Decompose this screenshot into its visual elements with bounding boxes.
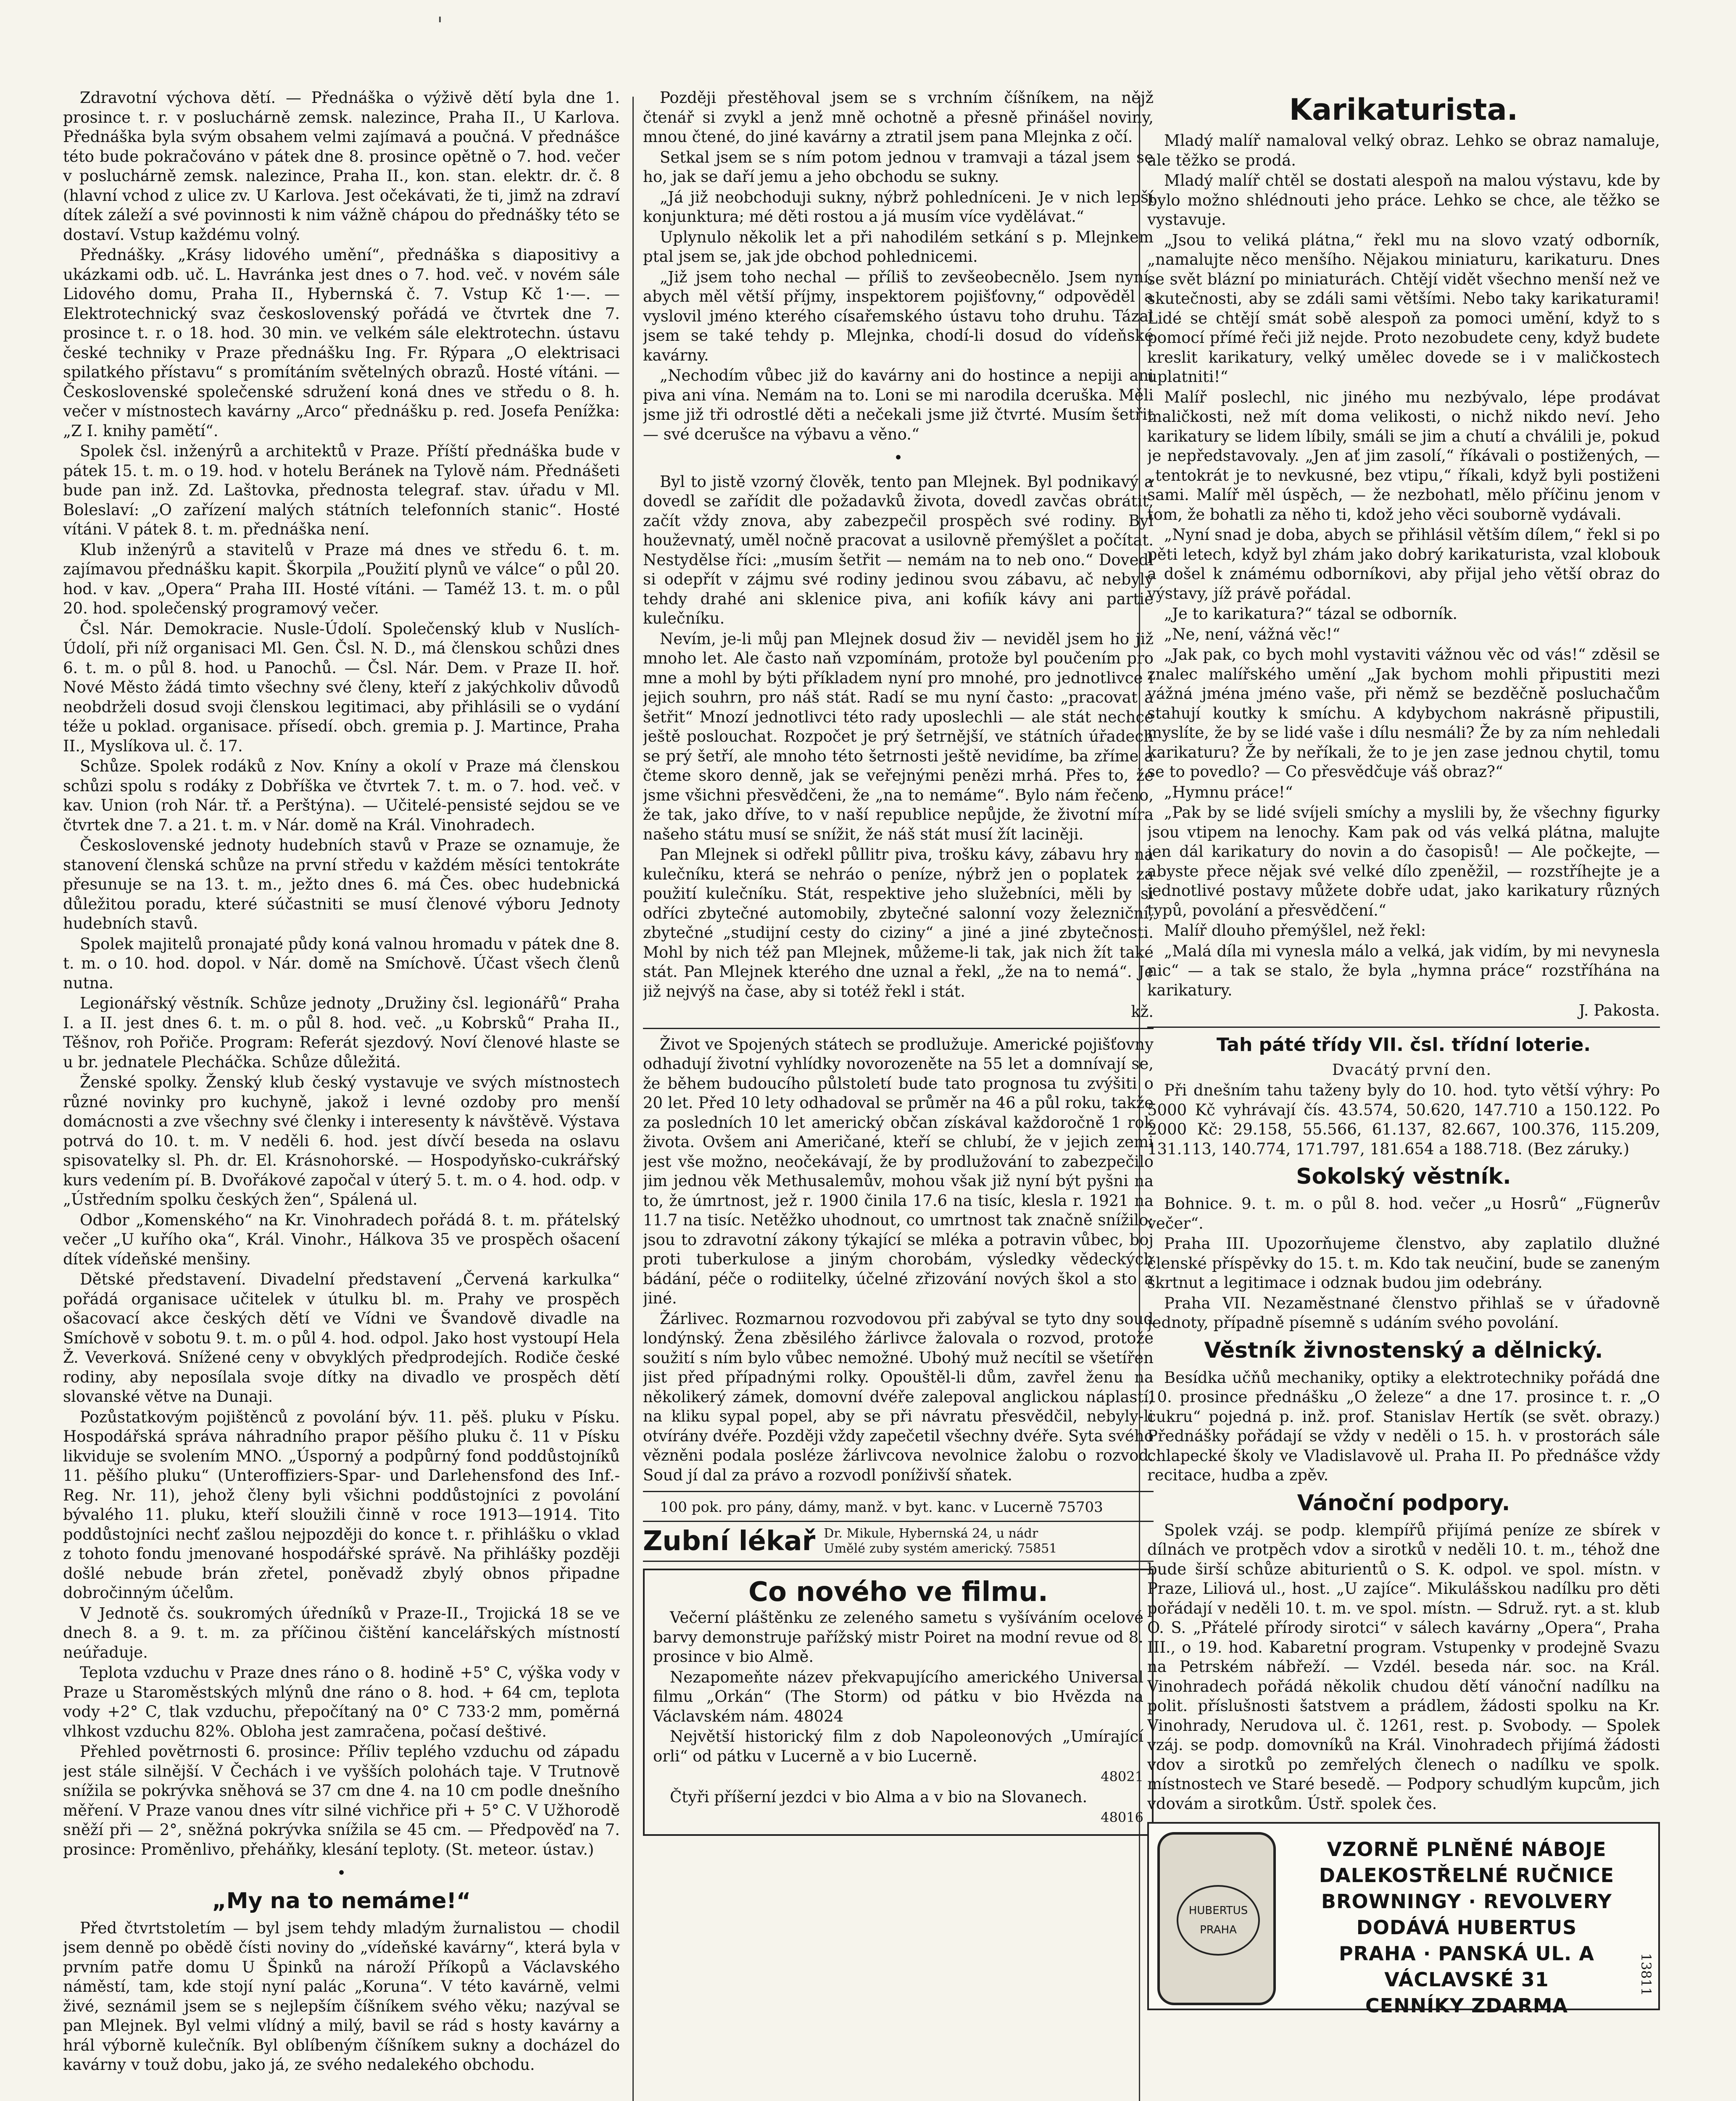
separator-star: • (893, 449, 903, 467)
ad-film-3: Největší historický film z dob Napoleonových „Umírající orli“ od pátku v Lucerně a v bio Lucerně. (653, 1727, 1143, 1765)
article-karik-7: „Ne, není, vážná věc!“ (1164, 625, 1341, 643)
article-mlejnek-6: „Již jsem toho nechal — příliš to zevšeobecnělo. Jsem nyní, abych měl větší příjmy, inspektorem pojišťovny,“ odpověděl a vyslovil jméno kterého císařemského ústavu toho druhu. Tázal jsem se také tehdy p. Mlejnka, chodí-li dosud do vídeňské kavárny. (643, 268, 1154, 364)
article-hudebni-stavy: Československé jednoty hudebních stavů v Praze se oznamuje, že stanovení členská schůze na první středu v každém měsíci tentokráte přesunuje se na 13. t. m., ježto dnes 6. má Čes. obec hudebnická důležitou poradu, které súčastniti se musí členové výboru Jednoty hudebních stavů. (63, 836, 620, 932)
ad-hubertus-code: 13811 (1638, 1953, 1654, 1996)
article-klub-inzenyru: Klub inženýrů a stavitelů v Praze má dnes ve středu 6. t. m. zajímavou přednášku kapit. Škorpila „Použití plynů ve válce“ o půl 20. hod. v kav. „Opera“ Praha III. Hosté vítáni. — Taméž 13. t. m. o půl 20. hod. společenský programový večer. (63, 540, 620, 617)
article-vanocni-podpory: Spolek vzáj. se podp. klempířů přijímá peníze ze sbírek v dílnách ve protpěch vdov a sirotků v neděli 10. t. m., téhož dne bude širší schůze abiturientů o S. K. odpol. ve spol. místn. v Praze, Liliová ul., host. „U zajíce“. Mikulášskou nadílku pro děti pořádají v neděli 10. t. m. ve spol. místn. — Sdruž. ryt. a st. klub O. S. „Přátelé přírody sirotci“ v sálech kavárny „Opera“, Praha III., o 19. hod. Kabaretní program. Vstupenky v prodejně Svazu na Petrském nábřeží. — Vzdél. beseda nár. soc. na Král. Vinohradech pořádá několik chudou dětí vánoční nadílku na polit. příslušnosti šatstvem a prádlem, žádosti spolku na Kr. Vinohrady, Nerudova ul. č. 1261, rest. p. Svobody. — Spolek vzáj. se podp. domovníků na Král. Vinohradech přijímá žádosti vdov a sirotků po zemřelých členech o nadílku ve spolk. místnostech ve Staré besedě. — Podpory schudlým kupcům, jich vdovám a sirotkům. Ústř. spolek čes. (1147, 1521, 1660, 1813)
article-sokol-3: Praha VII. Nezaměstnané členstvo přihlaš se v úřadovně jednoty, případně písemně s udáním svého povolání. (1147, 1294, 1660, 1332)
article-my-na-to-nemame-1: Před čtvrtstoletím — byl jsem tehdy mladým žurnalistou — chodil jsem denně po obědě čísti noviny do „vídeňské kavárny“, která byla v prvním patře domu U Špinků na nároží Příkopů a Václavského náměstí, tam, kde stojí nyní palác „Koruna“. V této kavárně, velmi živé, seznámil jsem se s nejlepším číšníkem svého věku; nazýval se pan Mlejnek. Byl velmi vlídný a milý, bavil se rád s hosty kavárny a hrál výborně kulečník. Byl oblíbeným číšníkem sukny a docházel do kavárny v touž dobu, jako já, ze svého nedalekého obchodu. (63, 1919, 620, 2074)
article-mlejnek-9: Nevím, je-li můj pan Mlejnek dosud živ — neviděl jsem ho již mnoho let. Ale často naň vzpomínám, protože byl poučením pro mne a mohl by býti příkladem nyní pro mnohé, pro jednotlivce i jejich souhrn, pro náš stát. Radí se mu nyní často: „pracovat a šetřit“ Mnozí jednotlivci této rady uposlechli — ale stát nechce ještě poslouchat. Rozpočet je prý šetrnější, ve státních úřadech se prý šetří, ale mnoho této šetrnosti ještě nevidíme, ba zříme a čteme skoro denně, jak se veřejnými penězi mrhá. Přes to, že jsme všichni přesvědčeni, že „na to nemáme“. Bylo nám řečeno, že tak, jako dříve, to v naší republice nepůjde, že životní míra našeho státu musí se snížit, že náš stát musí žít laciněji. (643, 629, 1154, 843)
ad-film-3-num: 48021 (1101, 1769, 1143, 1785)
loterie-subtitle: Dvacátý první den. (1332, 1061, 1492, 1079)
ad-hubertus-text: VZORNĚ PLNĚNÉ NÁBOJE DALEKOSTŘELNÉ RUČNICE BROWNINGY · REVOLVERY DODÁVÁ HUBERTUS PRAHA · PANSKÁ UL. A VÁCLAVSKÉ 31 CENNÍKY ZDARMA (1319, 1838, 1615, 2017)
article-loterie: Při dnešním tahu taženy byly do 10. hod. tyto větší výhry: Po 5000 Kč vyhrávají čís. 43.574, 50.620, 147.710 a 150.122. Po 2000 Kč: 29.158, 55.566, 61.137, 82.667, 100.376, 115.209, 131.113, 140.774, 171.797, 181.654 a 188.718. (Bez záruky.) (1147, 1081, 1660, 1158)
heading-vanocni-podpory: Vánoční podpory. (1297, 1490, 1510, 1516)
ad-film-2: Nezapomeňte název překvapujícího amerického Universal filmu „Orkán“ (The Storm) od pátku v bio Hvězda na Václavském nám. 48024 (653, 1668, 1143, 1725)
ammo-tin-label: HUBERTUS PRAHA (1177, 1885, 1260, 1956)
article-zarlivec: Žárlivec. Rozmarnou rozvodovou při zabýval se tyto dny soud londýnský. Žena zběsilého žárlivce žalovala o rozvod, protože soužití s ním bylo vůbec nemožné. Ubohý muž necítil se všetířen jist před případnými rolky. Opouštěl-li dům, zavřel ženu na několikerý zámek, domovní dvéře zalepoval anglickou náplastí, na kliku sypal popel, aby se při návratu přesvědčil, nebyly-li otvírány dvéře. Později vždy zapečetil všechny dvéře. Syta svého vězněni podala posléze žárlivcova nevolnice žalobu o rozvod. Soud jí dal za právo a rozvodl poníživší sňatek. (643, 1309, 1154, 1484)
article-mlejnek-4: „Já již neobchoduji sukny, nýbrž pohledníceni. Je v nich lepší konjunktura; mé děti rostou a já musím více vydělávat.“ (643, 188, 1154, 226)
article-pronajata-puda: Spolek majitelů pronajaté půdy koná valnou hromadu v pátek dne 8. t. m. o 10. hod. dopol. v Nár. domě na Smíchově. Účast všech členů nutna. (63, 935, 620, 992)
article-sokol-1: Bohnice. 9. t. m. o půl 8. hod. večer „u Hosrů“ „Fügnerův večer“. (1147, 1195, 1660, 1232)
article-legionarsky-vestnik: Legionářský věstník. Schůze jednoty „Družiny čsl. legionářů“ Praha I. a II. jest dnes 6. t. m. o půl 8. hod. več. „u Kobrsků“ Praha II., Těšnov, roh Pořiče. Program: Referát sjezdový. Noví členové hlaste se u br. jednatele Plecháčka. Schůze důležitá. (63, 994, 620, 1071)
divider (643, 1491, 1154, 1492)
article-spolek-inzenyru: Spolek čsl. inženýrů a architektů v Praze. Příští přednáška bude v pátek 15. t. m. o 19. hod. v hotelu Beránek na Tylově nám. Přednášeti bude pan inž. Zd. Laštovka, přednosta telegraf. stav. úřadu v Ml. Boleslaví: „O zařízení malých státních telefonních stanic“. Hosté vítáni. V pátek 8. t. m. přednáška není. (63, 442, 620, 538)
article-mlejnek-8: Byl to jistě vzorný člověk, tento pan Mlejnek. Byl podnikavý a dovedl se zařídit dle požadavků života, dovedl zavčas obrátit, začít vždy znova, aby zabezpečil prospěch své rodiny. Byl houževnatý, uměl nočně pracovat a usilovně přemýšlet a počítat. Nestydělse říci: „musím šetřit — nemám na to neb ono.“ Dovedl si odepřít v zájmu své rodiny jedinou svou zábavu, ač nebyly tehdy drahé ani sklenice piva, ani kofiík kávy ani partie kulečníku. (643, 472, 1154, 627)
article-prednasky: Přednášky. „Krásy lidového umění“, přednáška s diapositivy a ukázkami odb. uč. L. Havránka jest dnes o 7. hod. več. v novém sále Lidového domu, Praha II., Hybernská č. 7. Vstup Kč 1·—. — Elektrotechnický svaz československý pořádá ve čtvrtek dne 7. prosince t. r. o 18. hod. 30 min. ve velkém sále elektrotechn. ústavu české techniky v Praze přednášku Ing. Fr. Rýpara „O elektrisaci spilatkého přístavu“ s promítáním světelných obrazů. Hosté vítáni. — Československé společenské sdružení koná dnes ve středu o 8. h. večer v místnostech kavárny „Arco“ přednášku p. red. Josefa Penížka: „Z I. knihy pamětí“. (63, 246, 620, 440)
separator-star: • (337, 1864, 346, 1882)
article-mlejnek-2: Později přestěhoval jsem se s vrchním číšníkem, na nějž čtenář si zvykl a jenž mně ochotně a přesně přinášel noviny, mnou čtené, do jiné kavárny a ztratil jsem pana Mlejnka z očí. (643, 89, 1154, 146)
heading-loterie: Tah páté třídy VII. čsl. třídní loterie. (1216, 1034, 1591, 1056)
ad-film-box (643, 1569, 1154, 1836)
heading-karikaturista: Karikaturista. (1289, 92, 1518, 127)
article-narodni-demokracie: Čsl. Nár. Demokracie. Nusle-Údolí. Společenský klub v Nuslích-Údolí, při níž organisaci Ml. Gen. Čsl. N. D., má členskou schůzi dnes 6. t. m. o půl 8. hod. u Panochů. — Čsl. Nár. Dem. v Praze II. hoř. Nové Město žádá timto všechny své členy, kteří z jakýchkoliv důvodů neobdrželi dosud svoji členskou legitimaci, aby přihlásili se o vydání téže u poklad. organisace. přísedí. obch. gremia p. J. Martince, Praha II., Myslíkova ul. č. 17. (63, 619, 620, 755)
article-karik-4: Malíř poslechl, nic jiného mu nezbývalo, lépe prodávat maličkosti, než mít doma velikosti, o nichž nikdo neví. Jeho karikatury se lidem líbily, smáli se jim a chutí a chválili je, pokud je nepředstavovaly. „Jen ať jim zasolí,“ říkávali o postižených, — „tentokrát je to nevkusné, bez vtipu,“ říkali, když byli postiženi sami. Malíř měl úspěch, — že nezbohatl, mělo příčinu jenom v tom, že bohatli za něho ti, kdož jeho věci souborně vydávali. (1147, 388, 1660, 524)
ammo-tin-image (1157, 1832, 1276, 2005)
column-2 (643, 88, 1154, 2101)
article-signature: kž. (1131, 1003, 1154, 1021)
article-poddustojnici: Pozůstatkovým pojištěnců z povolání býv. 11. pěš. pluku v Písku. Hospodářská správa náhradního prapor pěšího pluku č. 11 v Písku likviduje se svolením MNO. „Úsporný a podpůrný fond poddůstojníků 11. pěšího pluku“ (Unteroffiziers-Spar- und Darlehensfond des Inf.-Reg. Nr. 11), jehož členy byli všichni poddůstojníci z povolání bývalého 11. pluku, kteří sloužili činně v roce 1913—1914. Tito poddůstojníci nechť zašlou nejpozději do konce t. r. přihlášku o vklad z tohoto fondu jmenované hospodářské správě. Na přihlášky později došlé nebude brán zřetel, poněvadž zbylý obnos připadne dobročinným účelům. (63, 1408, 620, 1602)
article-karik-9: „Hymnu práce!“ (1164, 783, 1293, 801)
article-karik-1: Mladý malíř namaloval velký obraz. Lehko se obraz namaluje, ale těžko se prodá. (1147, 132, 1660, 169)
article-mlejnek-7: „Nechodím vůbec již do kavárny ani do hostince a nepiji ani piva ani vína. Nemám na to. Loni se mi narodila dceruška. Měli jsme již tři odrostlé děti a nečekali jsme již čtvrté. Musím šetřit — své dcerušce na výbavu a věno.“ (643, 366, 1154, 443)
article-teplota-vzduchu: Teplota vzduchu v Praze dnes ráno o 8. hodině +5° C, výška vody v Praze u Staroměstských mlýnů dne ráno o 8. hod. + 64 cm, teplota vody +2° C, tlak vzduchu, přepočítaný na 0° C 733·2 mm, poměrná vlhkost vzduchu 82%. Obloha jest zamračena, počasí deštivé. (63, 1664, 620, 1740)
article-karik-11: Malíř dlouho přemýšlel, než řekl: (1164, 921, 1426, 940)
article-odbor-komenskeho: Odbor „Komenského“ na Kr. Vinohradech pořádá 8. t. m. přátelský večer „U kuřího oka“, Král. Vinohr., Hálkova 35 ve prospěch ošacení dítek vídeňské menšiny. (63, 1211, 620, 1268)
article-karik-10: „Pak by se lidé svíjeli smíchy a myslili by, že všechny figurky jsou vtipem na lenochy. Kam pak od vás velká plátna, malujte jen dál karikatury do novin a do časopisů! — Ale počkejte, — abyste přece nějak své velké dílo zpeněžil, — rozstříhejte je a jednotlivé postavy můžete dobře udat, jako karikatury různých typů, povolání a přesvědčení.“ (1147, 803, 1660, 919)
article-detske-predstaveni: Dětské představení. Divadelní představení „Červená karkulka“ pořádá organisace učitelek v útulku bl. m. Prahy ve prospěch ošacovací akce českých dětí ve Vídni ve Švandově divadle na Smíchově v sobotu 9. t. m. o půl 4. hod. odpol. Jako host vystoupí Hela Ž. Veverková. Snížené ceny v obvyklých předprodejích. Rodiče české rodiny, aby neposílala svoje dítky na divadlo ve prospěch dětí slovanské větve na Dunaji. (63, 1270, 620, 1406)
article-zenske-spolky: Ženské spolky. Ženský klub český vystavuje ve svých místnostech různé novinky pro kuchyně, jakož i levné ozdoby pro menší domácnosti a zve všechny své členky i interesenty k návštěvě. Výstava potrvá do 10. t. m. V neděli 6. hod. jest dívčí beseda na oslavu spisovatelky sl. Ph. dr. El. Krásnohorské. — Hospodyňsko-cukrářský kurs vedením pí. B. Dvořákové započal v úterý 5. t. m. o 4. hod. odp. v „Ústředním spolku českých žen“, Spálená ul. (63, 1073, 620, 1208)
article-karik-5: „Nyní snad je doba, abych se přihlásil větším dílem,“ řekl si po pěti letech, když byl zhám jako dobrý karikaturista, vzal klobouk a došel k známému odborníkovi, aby přijal jeho větší obraz do výstavy, jíž právě pořádal. (1147, 526, 1660, 603)
ad-film-1: Večerní pláštěnku ze zeleného sametu s vyšíváním ocelové barvy demonstruje pařížský mistr Poiret na modní revue od 8. prosince v bio Almě. (653, 1609, 1143, 1666)
article-jednota-uredniku: V Jednotě čs. soukromých úředníků v Praze-II., Trojická 18 se ve dnech 8. a 9. t. m. za příčinou čištění kancelářských místností neúřaduje. (63, 1604, 620, 1661)
column-1 (63, 88, 620, 2101)
ad-dentist (643, 1521, 1154, 1562)
article-mlejnek-3: Setkal jsem se s ním potom jednou v tramvaji a tázal jsem se ho, jak se daří jemu a jeho obchodu se sukny. (643, 148, 1154, 186)
article-povetrnost: Přehled povětrnosti 6. prosince: Příliv teplého vzduchu od západu jest stále silnější. V Čechách i ve vyšších polohách taje. V Trutnově snížila se pokrývka sněhová se 37 cm dne 4. na 10 cm podle dnešního měření. V Praze vanou dnes vítr silné vichřice při + 5° C. V Užhorodě sněží při — 2°, sněžná pokrývka snížila se 45 cm. — Předpověď na 7. prosince: Proměnlivo, přeháňky, klesání teploty. (St. meteor. ústav.) (63, 1743, 620, 1859)
article-zivot-spojene-staty: Život ve Spojených státech se prodlužuje. Americké pojišťovny odhadují životní vyhlídky novorozeněte na 55 let a domnívají se, že během budoucího půlstoletí bude tato prognosa tu zvýšiti o 20 let. Před 10 lety odhadoval se průměr na 46 a půl roku, takže za posledních 10 let americký občan získával každoročně 1 rok života. Ovšem ani Američané, kteří se chlubí, že v jejich zemi jest vše možno, neočekávají, že by prodlužování to zabezpečilo jim jednou věk Methusalemův, mohou však již nyní být pyšni na to, že úmrtnost, jež r. 1900 činila 17.6 na tisíc, klesla r. 1921 na 11.7 na tisíc. Netěžko uhodnout, co umrtnost tak značně snížilo; jsou to zdravotní zákony týkající se mléka a potravin vůbec, boj proti tuberkulose a jiným chorobám, výsledky vědeckých bádání, péče o rodiitelky, účelné zřizování nových škol a sto a jiné. (643, 1035, 1154, 1307)
article-schuze: Schůze. Spolek rodáků z Nov. Kníny a okolí v Praze má členskou schůzi spolu s rodáky z Dobříška ve čtvrtek 7. t. m. o 7. hod. več. v kav. Union (roh Nár. tř. a Perštýna). — Učitelé-pensisté sejdou se ve čtvrtek dne 7. a 21. t. m. v Nár. domě na Král. Vinohradech. (63, 757, 620, 834)
article-karik-6: „Je to karikatura?“ tázal se odborník. (1164, 605, 1458, 623)
article-mlejnek-5: Uplynulo několik let a při nahodilém setkání s p. Mlejnkem ptal jsem se, jak jde obchod pohlednicemi. (643, 228, 1154, 266)
heading-sokolsky-vestnik: Sokolský věstník. (1296, 1164, 1511, 1189)
ad-dentist-details: Dr. Mikule, Hybernská 24, u nádr Umělé zuby systém americký. 75851 (824, 1526, 1057, 1556)
article-karik-12: „Malá díla mi vynesla málo a velká, jak vidím, by mi nevynesla nic“ — a tak se stalo, že byla „hymna práce“ rozstříhána na karikatury. (1147, 942, 1660, 999)
article-karik-2: Mladý malíř chtěl se dostati alespoň na malou výstavu, kde by bylo možno shlédnouti jeho práce. Lehko se chce, ale těžko se vystavuje. (1147, 171, 1660, 229)
column-3 (1147, 88, 1660, 2101)
article-mlejnek-10: Pan Mlejnek si odřekl půllitr piva, trošku kávy, zábavu hry na kulečníku, která se nehráo o peníze, nýbrž jen o poplatek za použití kulečníku. Stát, respektive jeho služebníci, měli by si odříci zbytečné automobily, zbytečné salonní vozy železniční, zbytečné „studijní cesty do ciziny“ a jiné a jiné zbytečnosti. Mohl by nich též pan Mlejnek, můžeme-li tak, jak nich žít také stát. Pan Mlejnek kterého dne uznal a řekl, „že na to nemá“. Je již nejvýš na čase, aby si totéž řekl i stát. (643, 845, 1154, 1000)
article-karik-signature: J. Pakosta. (1578, 1001, 1660, 1019)
article-zdravotni-vychova: Zdravotní výchova dětí. — Přednáška o výživě dětí byla dne 1. prosince t. r. v posluchárně zemsk. nalezince, Praha II., U Karlova. Přednáška byla svým obsahem velmi zajímavá a poučná. V přednášce této bude pokračováno v pátek dne 8. prosince opětně o 7. hod. večer v posluchárně zemsk. nalezince, Praha II., kon. stan. elektr. dr. č. 8 (hlavní vchod z ulice zv. U Karlova. Jest očekávati, že ti, jimž na zdraví dítek záleží a své povinnosti k nim vážně chápou do přednášky této se dostaví. Vstup každému volný. (63, 89, 620, 244)
divider (643, 1028, 1154, 1029)
ad-dentist-title: Zubní lékař (643, 1525, 816, 1557)
ad-film-4: Čtyři příšerní jezdci v bio Alma a v bio na Slovanech. (670, 1788, 1088, 1806)
divider (1147, 1027, 1660, 1028)
article-sokol-2: Praha III. Upozorňujeme členstvo, aby zaplatilo dlužné členské příspěvky do 15. t. m. Kdo tak neučiní, bude se zaneným škrtnut a legitimace i odznak budou jim odebrány. (1147, 1235, 1660, 1292)
heading-my-na-to-nemame: „My na to nemáme!“ (212, 1888, 471, 1914)
ad-hubertus (1147, 1822, 1660, 2017)
article-karik-3: „Jsou to veliká plátna,“ řekl mu na slovo vzatý odborník, „namalujte něco menšího. Nějakou miniaturu, karikaturu. Dnes se svět blázní po miniaturách. Chtějí vidět všechno menší než ve skutečnosti, aby se zdáli sami většími. Nebo taky karikaturami! Lidé se chtějí smát sobě alespoň za pomoci umění, když to s pomocí přímé řeči již nejde. Proto nezobudete ceny, když budete kreslit karikatury, velký umělec dovede se i v maličkostech uplatniti!“ (1147, 231, 1660, 386)
heading-vestnik-zivnostensky: Věstník živnostenský a dělnický. (1204, 1337, 1603, 1363)
page-mark: ' (437, 13, 443, 37)
column-rule-1 (632, 97, 634, 2101)
article-karik-8: „Jak pak, co bych mohl vystaviti vážnou věc od vás!“ zděsil se znalec malířského umění „Jak bychom mohli připustiti mezi vážná jména jméno vaše, při němž se bezděčně posluchačům stahují koutky k smíchu. A kdybychom nakrásně připustili, myslíte, že by se lidé vaše i dílu nesmáli? Že by za ním nehledali karikaturu? Že by neříkali, že to je jen zase jednou chytil, tomu se to povedlo? — Co přesvědčuje váš obraz?“ (1147, 645, 1660, 781)
ad-100-pokoju: 100 pok. pro pány, dámy, manž. v byt. kanc. v Lucerně 75703 (660, 1499, 1103, 1516)
article-zivnost: Besídka učňů mechaniky, optiky a elektrotechniky pořádá dne 10. prosince přednášku „O železe“ a dne 17. prosince t. r. „O cukru“ pojedná p. inž. prof. Stanislav Hertík (se svět. obrazy.) Přednášky pořádají se vždy v neděli o 15. h. v prostorách sále chlapecké školy ve Vladislavově ul. Praha II. Po přednášce vždy recitace, hudba a zpěv. (1147, 1368, 1660, 1484)
ad-film-4-num: 48016 (1101, 1809, 1143, 1825)
ad-film-title: Co nového ve filmu. (748, 1577, 1048, 1608)
